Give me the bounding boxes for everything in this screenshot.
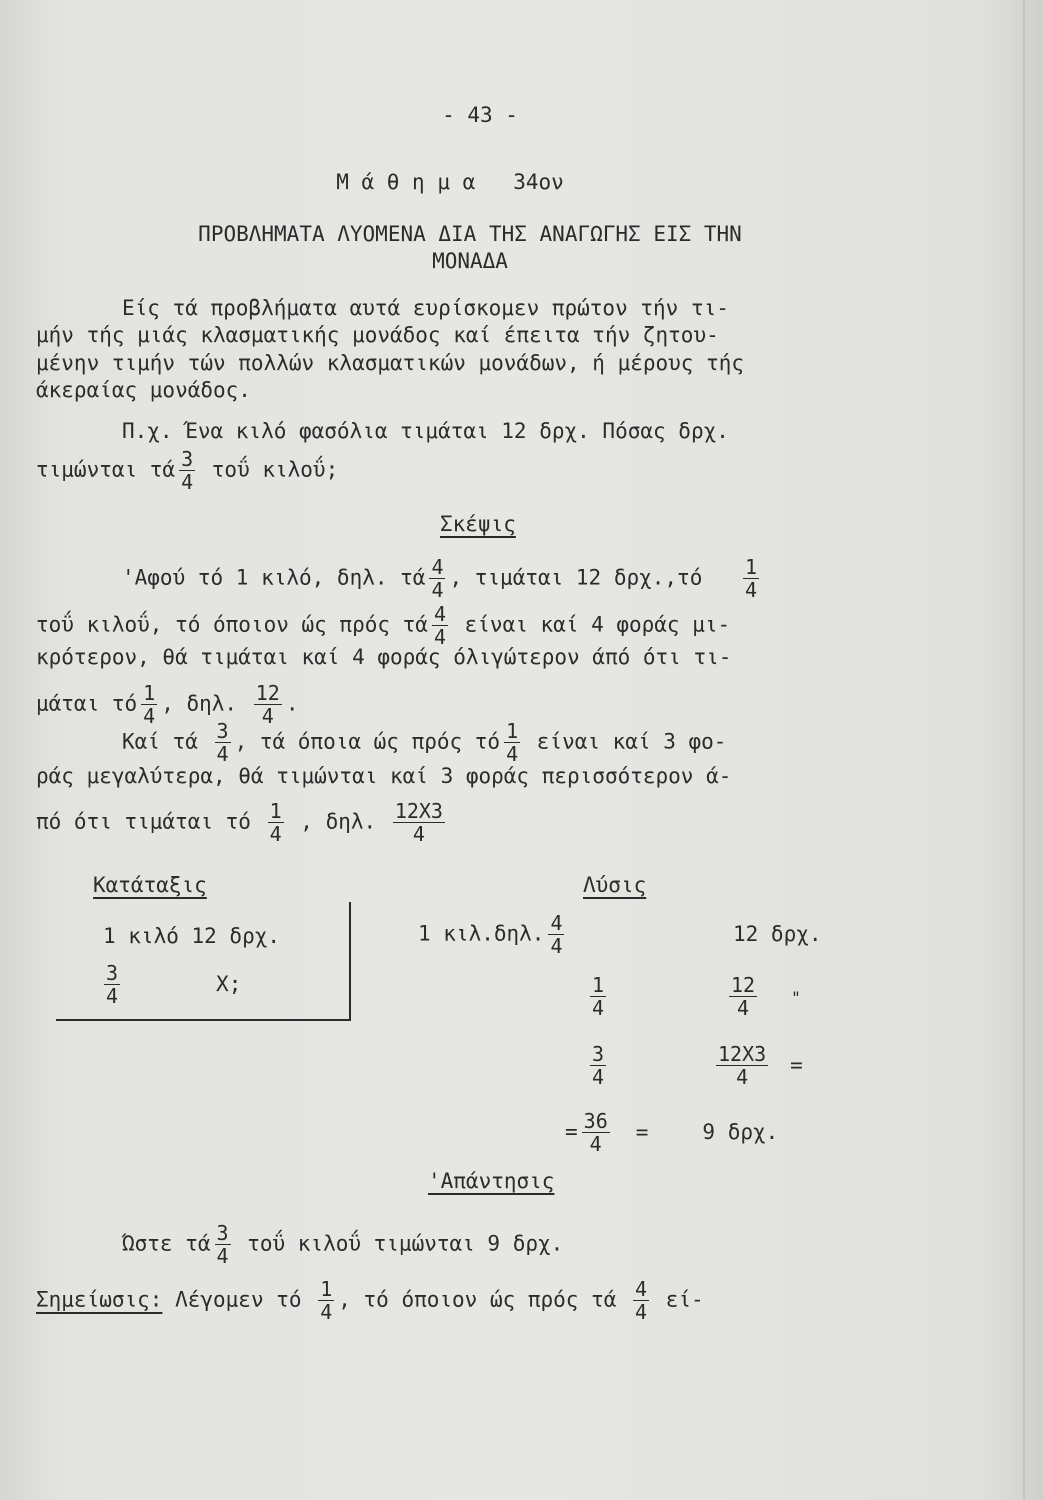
reasoning-line-4: μάται τό $\frac{1}{4}$ , δηλ. $\frac{12}{4}$ . [36, 681, 299, 728]
fraction-4-4: $\frac{4}{4}$ [433, 602, 446, 649]
fraction-3-4: $\frac{3}{4}$ [181, 447, 194, 494]
note-label: Σημείωσις: [36, 1287, 163, 1312]
solution-row-3 [586, 1043, 610, 1088]
example-line-2 [36, 448, 338, 493]
solution-title: Λύσις [583, 873, 647, 897]
example-text: τιμώνται τά [36, 457, 176, 482]
heading-line-1: ΠΡΟΒΛΗΜΑΤΑ ΛΥΟΜΕΝΑ ΔΙΑ ΤΗΣ ΑΝΑΓΩΓΗΣ ΕΙΣ ΤΗΝ [198, 222, 742, 246]
intro-line: μήν τής μιάς κλασματικής μονάδος καί έπειτα τήν ζητου- [36, 323, 719, 347]
fraction-3-4: $\frac{3}{4}$ [106, 961, 119, 1008]
reasoning-title: Σκέψις [440, 512, 516, 536]
arrangement-divider-horizontal [56, 1019, 351, 1021]
page-number: - 43 - [442, 103, 518, 127]
fraction-12-4: $\frac{12}{4}$ [731, 973, 756, 1020]
reasoning-line-7: πό ότι τιμάται τό $\frac{1}{4}$ , δηλ. $\frac{12X3}{4}$ [36, 799, 443, 846]
ditto-mark: " [791, 987, 801, 1007]
arrangement-row-1: 1 κιλό 12 δρχ. [103, 924, 281, 948]
reasoning-line-6: ράς μεγαλύτερα, θά τιμώνται καί 3 φοράς περισσότερον ά- [36, 764, 732, 788]
arrangement-divider-vertical [349, 902, 351, 1020]
answer-line: Ώστε τά $\frac{3}{4}$ τοΰ κιλοΰ τιμώνται 9 δρχ. [122, 1221, 564, 1268]
example-line-1: Π.χ. Ένα κιλό φασόλια τιμάται 12 δρχ. Πόσας δρχ. [122, 419, 729, 443]
fraction-4-4: $\frac{4}{4}$ [635, 1277, 648, 1324]
fraction-3-4: $\frac{3}{4}$ [216, 1221, 229, 1268]
fraction-1-4: $\frac{1}{4}$ [320, 1277, 333, 1324]
fraction-12-4: $\frac{12}{4}$ [255, 681, 280, 728]
example-text: τοΰ κιλοΰ; [211, 457, 339, 482]
solution-row-2 [586, 974, 610, 1019]
lesson-title: Μ ά θ η μ α 34ον [336, 170, 564, 194]
intro-line: Είς τά προβλήματα αυτά ευρίσκομεν πρώτον τήν τι- [122, 296, 729, 320]
note-line: Σημείωσις: Λέγομεν τό $\frac{1}{4}$ , τό όποιον ώς πρός τά $\frac{4}{4}$ εί- [36, 1277, 704, 1324]
page-edge [1023, 0, 1025, 1500]
fraction-1-4: $\frac{1}{4}$ [143, 681, 156, 728]
fraction-12x3-4: $\frac{12X3}{4}$ [394, 799, 443, 846]
fraction-36-4: $\frac{36}{4}$ [583, 1109, 608, 1156]
fraction-1-4: $\frac{1}{4}$ [745, 555, 758, 602]
arrangement-title: Κατάταξις [93, 873, 207, 897]
fraction-4-4: $\frac{4}{4}$ [431, 555, 444, 602]
reasoning-line-1: 'Αφού τό 1 κιλό, δηλ. τά $\frac{4}{4}$ , τιμάται 12 δρχ.,τό $\frac{1}{4}$ [122, 555, 758, 602]
fraction-1-4: $\frac{1}{4}$ [269, 799, 282, 846]
intro-line: μένην τιμήν τών πολλών κλασματικών μονάδων, ή μέρους τής [36, 351, 745, 375]
intro-line: άκεραίας μονάδος. [36, 378, 251, 402]
reasoning-line-3: κρότερον, θά τιμάται καί 4 φοράς όλιγώτερον άπό ότι τι- [36, 645, 732, 669]
arrangement-row-2: $\frac{3}{4}$ Χ; [106, 961, 242, 1008]
fraction-1-4: $\frac{1}{4}$ [592, 973, 605, 1020]
fraction-4-4: $\frac{4}{4}$ [550, 911, 563, 958]
reasoning-line-2: τοΰ κιλοΰ, τό όποιον ώς πρός τά $\frac{4}{4}$ είναι καί 4 φοράς μι- [36, 602, 731, 649]
solution-row-1: 1 κιλ.δηλ. $\frac{4}{4}$ [418, 911, 563, 958]
solution-row-2-value [725, 974, 801, 1019]
reasoning-line-5: Καί τά $\frac{3}{4}$ , τά όποια ώς πρός τό $\frac{1}{4}$ είναι καί 3 φο- [122, 719, 727, 766]
fraction-12x3-4: $\frac{12X3}{4}$ [718, 1042, 767, 1089]
fraction-3-4: $\frac{3}{4}$ [592, 1042, 605, 1089]
heading-line-2: ΜΟΝΑΔΑ [432, 249, 508, 273]
solution-row-3-value: $\frac{12X3}{4}$ = [718, 1042, 803, 1089]
solution-row-4: = $\frac{36}{4}$ = 9 δρχ. [565, 1109, 779, 1156]
solution-row-1-value: 12 δρχ. [733, 922, 822, 946]
fraction-1-4: $\frac{1}{4}$ [506, 719, 519, 766]
answer-title: 'Απάντησις [428, 1169, 555, 1193]
fraction-3-4: $\frac{3}{4}$ [216, 719, 229, 766]
